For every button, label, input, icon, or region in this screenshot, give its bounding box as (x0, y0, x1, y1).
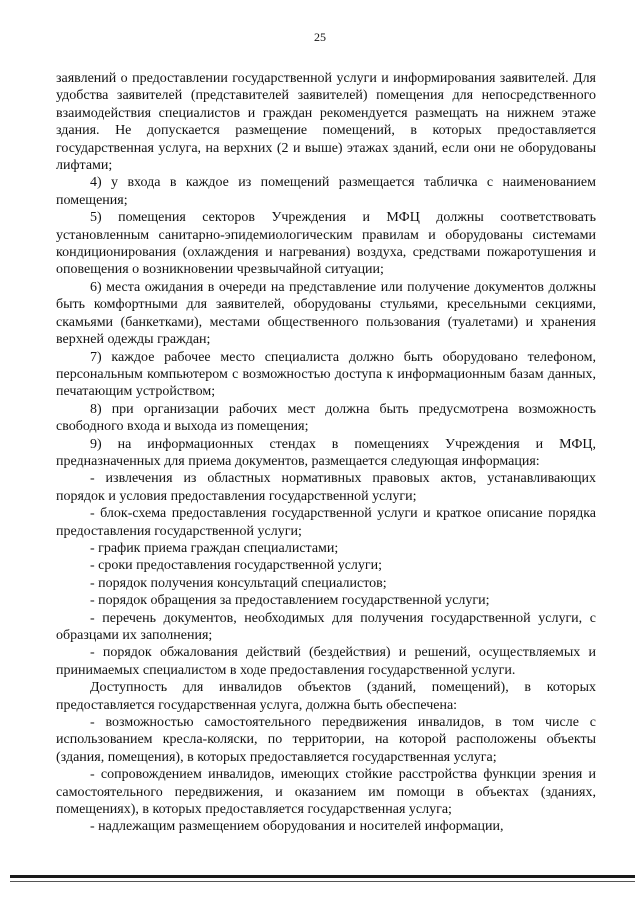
paragraph-item-5: 5) помещения секторов Учреждения и МФЦ должны соответствовать установленным санитарно-эпидемиологическим правилам и оборудованы системами кондиционирования (охлаждения и нагревания) воздуха, средствами пожаротушения и оповещения о возникновении чрезвычайной ситуации; (56, 210, 596, 278)
bottom-border-line-thin (10, 881, 635, 882)
paragraph-item-7: 7) каждое рабочее место специалиста должно быть оборудовано телефоном, персональным компьютером с возможностью доступа к информационным базам данных, печатающим устройством; (56, 349, 596, 400)
list-item-documents: - перечень документов, необходимых для получения государственной услуги, с образцами их заполнения; (56, 610, 596, 643)
bottom-border-line (10, 875, 635, 878)
page-number: 25 (314, 30, 326, 44)
list-item-deadlines: - сроки предоставления государственной услуги; (90, 558, 383, 574)
list-item-extracts: - извлечения из областных нормативных правовых актов, устанавливающих порядок и условия предоставления государственной услуги; (56, 471, 596, 504)
paragraph-accessibility: Доступность для инвалидов объектов (зданий, помещений), в которых предоставляется государственная услуга, должна быть обеспечена: (56, 680, 596, 713)
document-body (56, 70, 596, 836)
paragraph-premises-location: заявлений о предоставлении государственной услуги и информирования заявителей. Для удобства заявителей (представителей заявителей) помещения для непосредственного взаимодействия специалистов и граждан рекомендуется размещать на нижнем этаже здания. Не допускается размещение помещений, в которых предоставляется государственная услуга, на верхних (2 и выше) этажах зданий, если они не оборудованы лифтами; (56, 71, 596, 174)
list-item-flowchart: - блок-схема предоставления государственной услуги и краткое описание порядка предоставления государственной услуги; (56, 506, 596, 539)
list-item-consultations: - порядок получения консультаций специалистов; (90, 575, 387, 591)
list-item-application-procedure: - порядок обращения за предоставлением государственной услуги; (90, 593, 490, 609)
paragraph-item-4: 4) у входа в каждое из помещений размещается табличка с наименованием помещения; (56, 175, 596, 208)
list-item-equipment-placement: - надлежащим размещением оборудования и носителей информации, (90, 819, 504, 835)
list-item-appeal: - порядок обжалования действий (бездействия) и решений, осуществляемых и принимаемых специалистом в ходе предоставления государственной услуги. (56, 645, 596, 678)
list-item-schedule: - график приема граждан специалистами; (90, 540, 339, 556)
list-item-independent-movement: - возможностью самостоятельного передвижения инвалидов, в том числе с использованием кресла-коляски, по территории, на которой расположены объекты (здания, помещения), в которых предоставляется государственная услуга; (56, 715, 596, 765)
list-item-escort: - сопровождением инвалидов, имеющих стойкие расстройства функции зрения и самостоятельного передвижения, и оказанием им помощи в объектах (зданиях, помещениях), в которых предоставляется государственная услуга; (56, 767, 596, 818)
paragraph-item-8: 8) при организации рабочих мест должна быть предусмотрена возможность свободного входа и выхода из помещения; (56, 401, 596, 435)
paragraph-item-6: 6) места ожидания в очереди на представление или получение документов должны быть комфортными для заявителей, оборудованы стульями, кресельными секциями, скамьями (банкетками), местами общественного пользования (туалетами) и хранения верхней одежды граждан; (56, 279, 596, 348)
paragraph-item-9: 9) на информационных стендах в помещениях Учреждения и МФЦ, предназначенных для приема документов, размещается следующая информация: (56, 436, 596, 469)
